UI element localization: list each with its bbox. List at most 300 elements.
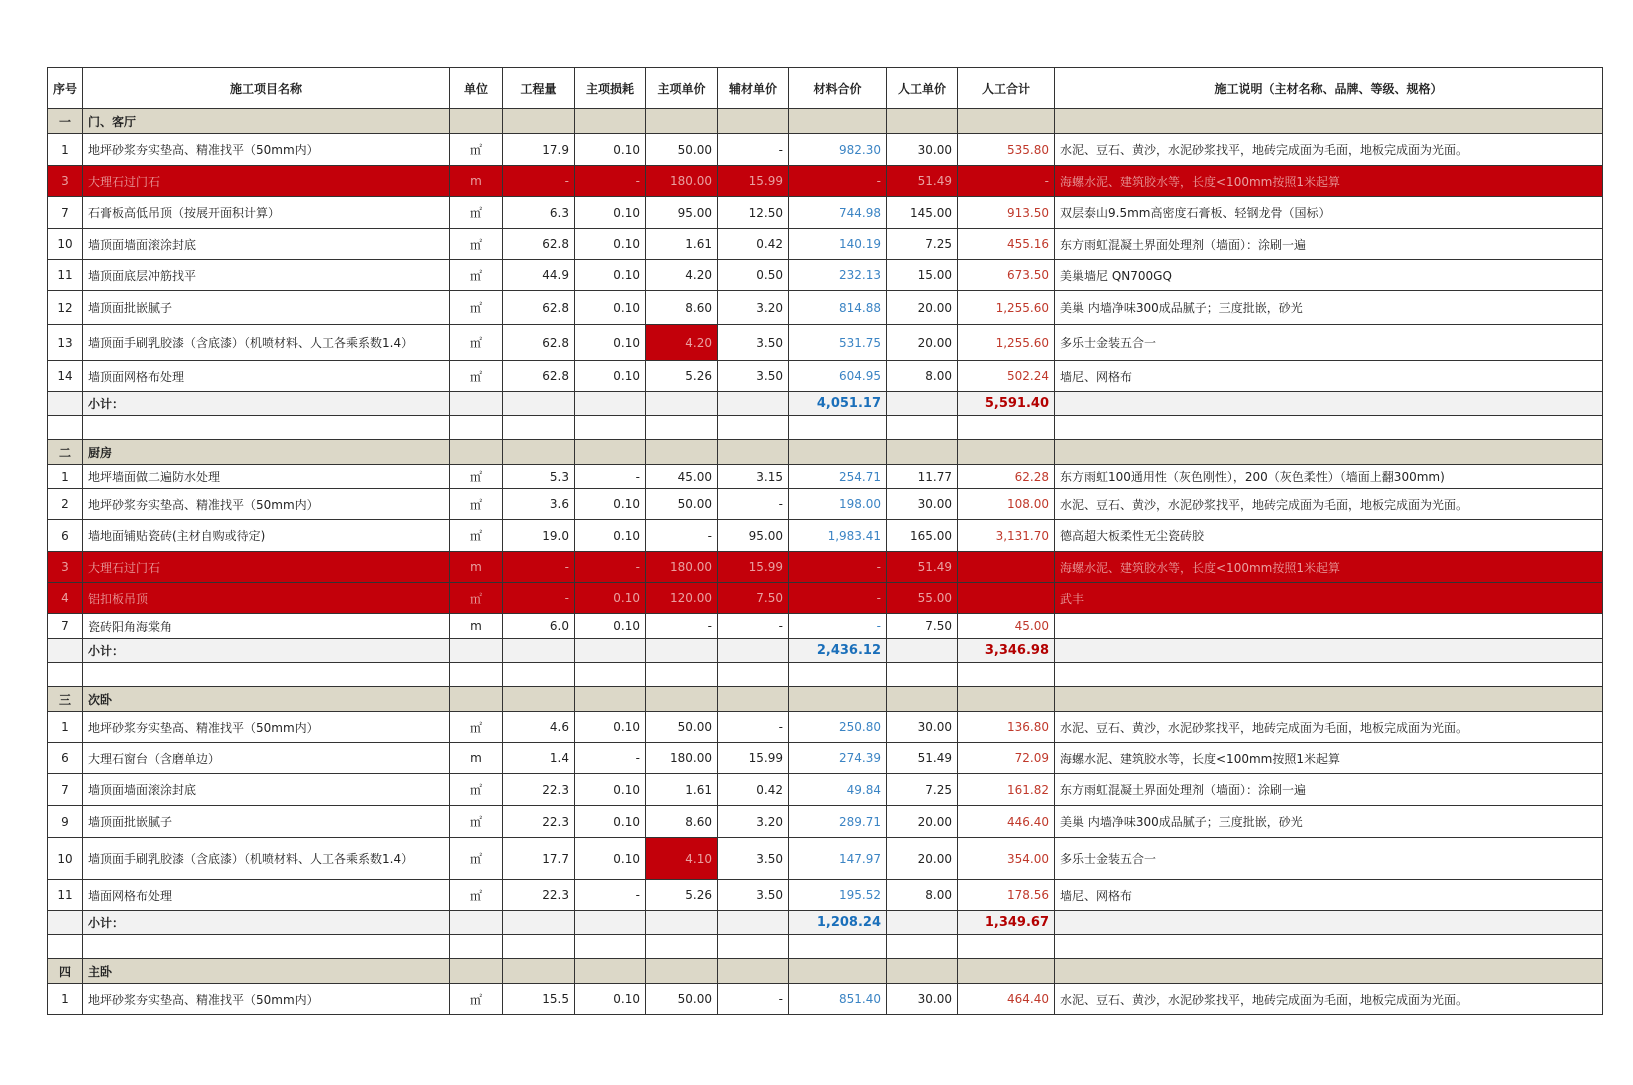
empty-cell — [503, 959, 575, 984]
row-index: 10 — [48, 229, 83, 260]
header-cell: 主项损耗 — [575, 68, 646, 109]
item-name: 墙顶面墙面滚涂封底 — [83, 229, 450, 260]
row-index: 13 — [48, 325, 83, 361]
item-name: 地坪砂浆夯实垫高、精准找平（50mm内） — [83, 134, 450, 166]
item-labor-price: 145.00 — [887, 197, 958, 229]
item-labor-price: 15.00 — [887, 260, 958, 291]
item-main-price: 4.20 — [646, 260, 718, 291]
item-name: 墙顶面手刷乳胶漆（含底漆）（机喷材料、人工各乘系数1.4） — [83, 838, 450, 880]
item-material-total: 232.13 — [789, 260, 887, 291]
row-index: 14 — [48, 361, 83, 392]
item-main-price: 4.20 — [646, 325, 718, 361]
item-labor-price: 55.00 — [887, 583, 958, 614]
empty-cell — [1055, 663, 1603, 687]
row-index: 6 — [48, 520, 83, 552]
item-material-total: 814.88 — [789, 291, 887, 325]
item-quantity: 15.5 — [503, 984, 575, 1015]
empty-cell — [887, 416, 958, 440]
item-name: 墙顶面网格布处理 — [83, 361, 450, 392]
empty-cell — [503, 416, 575, 440]
item-labor-total: 464.40 — [958, 984, 1055, 1015]
item-material-total: 147.97 — [789, 838, 887, 880]
item-description: 海螺水泥、建筑胶水等，长度<100mm按照1米起算 — [1055, 743, 1603, 774]
empty-cell — [48, 935, 83, 959]
empty-cell — [718, 687, 789, 712]
item-description — [1055, 614, 1603, 639]
empty-cell — [958, 687, 1055, 712]
item-name: 地坪砂浆夯实垫高、精准找平（50mm内） — [83, 712, 450, 743]
item-description: 墙尼、网格布 — [1055, 361, 1603, 392]
item-description: 美巢 内墙净味300成品腻子；三度批嵌，砂光 — [1055, 291, 1603, 325]
empty-cell — [503, 109, 575, 134]
row-index: 6 — [48, 743, 83, 774]
item-material-total: 744.98 — [789, 197, 887, 229]
item-material-total: - — [789, 166, 887, 197]
section-index: 一 — [48, 109, 83, 134]
item-aux-price: 0.42 — [718, 229, 789, 260]
table-row — [48, 984, 1603, 1015]
item-main-price: 50.00 — [646, 984, 718, 1015]
table-row — [48, 880, 1603, 911]
item-main-price: 1.61 — [646, 229, 718, 260]
item-labor-price: 30.00 — [887, 134, 958, 166]
item-labor-total: 178.56 — [958, 880, 1055, 911]
item-quantity: 4.6 — [503, 712, 575, 743]
table-row — [48, 489, 1603, 520]
empty-cell — [646, 109, 718, 134]
empty-cell — [1055, 440, 1603, 465]
empty-cell — [48, 416, 83, 440]
item-main-price: 1.61 — [646, 774, 718, 806]
item-labor-total: 62.28 — [958, 465, 1055, 489]
empty-cell — [789, 663, 887, 687]
empty-cell — [718, 935, 789, 959]
item-unit: ㎡ — [450, 984, 503, 1015]
item-unit: m — [450, 743, 503, 774]
item-unit: ㎡ — [450, 880, 503, 911]
item-loss: - — [575, 880, 646, 911]
empty-cell — [718, 440, 789, 465]
item-main-price: 180.00 — [646, 743, 718, 774]
item-material-total: 49.84 — [789, 774, 887, 806]
empty-cell — [503, 440, 575, 465]
item-name: 大理石窗台（含磨单边） — [83, 743, 450, 774]
item-loss: 0.10 — [575, 134, 646, 166]
item-unit: ㎡ — [450, 520, 503, 552]
spacer-row — [48, 663, 1603, 687]
item-quantity: 62.8 — [503, 325, 575, 361]
empty-cell — [450, 959, 503, 984]
item-labor-price: 8.00 — [887, 361, 958, 392]
item-loss: 0.10 — [575, 291, 646, 325]
table-row — [48, 325, 1603, 361]
item-quantity: 6.0 — [503, 614, 575, 639]
section-header-row — [48, 109, 1603, 134]
item-labor-price: 30.00 — [887, 489, 958, 520]
item-labor-price: 11.77 — [887, 465, 958, 489]
empty-cell — [450, 392, 503, 416]
row-index: 3 — [48, 552, 83, 583]
section-header-row — [48, 959, 1603, 984]
quotation-table — [47, 67, 1603, 1015]
item-material-total: 254.71 — [789, 465, 887, 489]
item-aux-price: 3.50 — [718, 361, 789, 392]
table-row — [48, 614, 1603, 639]
item-material-total: 274.39 — [789, 743, 887, 774]
item-description: 美巢 内墙净味300成品腻子；三度批嵌，砂光 — [1055, 806, 1603, 838]
item-aux-price: 0.50 — [718, 260, 789, 291]
header-cell: 材料合价 — [789, 68, 887, 109]
item-name: 大理石过门石 — [83, 552, 450, 583]
item-main-price: 95.00 — [646, 197, 718, 229]
empty-cell — [575, 935, 646, 959]
empty-cell — [575, 392, 646, 416]
empty-cell — [958, 959, 1055, 984]
item-aux-price: 0.42 — [718, 774, 789, 806]
item-unit: ㎡ — [450, 838, 503, 880]
row-index: 4 — [48, 583, 83, 614]
item-aux-price: 3.50 — [718, 325, 789, 361]
header-cell: 工程量 — [503, 68, 575, 109]
item-unit: ㎡ — [450, 806, 503, 838]
section-index: 二 — [48, 440, 83, 465]
item-name: 地坪砂浆夯实垫高、精准找平（50mm内） — [83, 489, 450, 520]
item-main-price: 180.00 — [646, 552, 718, 583]
item-labor-total — [958, 583, 1055, 614]
item-labor-price: 30.00 — [887, 984, 958, 1015]
subtotal-material: 2,436.12 — [789, 639, 887, 663]
item-labor-total: 45.00 — [958, 614, 1055, 639]
section-title: 次卧 — [83, 687, 450, 712]
empty-cell — [83, 663, 450, 687]
item-material-total: 531.75 — [789, 325, 887, 361]
item-main-price: 8.60 — [646, 291, 718, 325]
item-description: 海螺水泥、建筑胶水等，长度<100mm按照1米起算 — [1055, 166, 1603, 197]
item-labor-price: 51.49 — [887, 743, 958, 774]
header-row — [48, 68, 1603, 109]
row-index: 3 — [48, 166, 83, 197]
empty-cell — [789, 440, 887, 465]
row-index: 1 — [48, 465, 83, 489]
subtotal-labor: 3,346.98 — [958, 639, 1055, 663]
table-row — [48, 291, 1603, 325]
item-unit: m — [450, 166, 503, 197]
item-labor-total: 446.40 — [958, 806, 1055, 838]
item-labor-total: 913.50 — [958, 197, 1055, 229]
item-loss: 0.10 — [575, 489, 646, 520]
item-aux-price: - — [718, 614, 789, 639]
item-quantity: 22.3 — [503, 880, 575, 911]
empty-cell — [646, 687, 718, 712]
header-cell: 序号 — [48, 68, 83, 109]
empty-cell — [718, 392, 789, 416]
empty-cell — [646, 639, 718, 663]
table-row — [48, 520, 1603, 552]
item-labor-total: - — [958, 166, 1055, 197]
table-row — [48, 552, 1603, 583]
item-labor-total: 161.82 — [958, 774, 1055, 806]
table-row — [48, 838, 1603, 880]
item-material-total: 1,983.41 — [789, 520, 887, 552]
row-index: 1 — [48, 984, 83, 1015]
row-index: 10 — [48, 838, 83, 880]
item-quantity: 6.3 — [503, 197, 575, 229]
item-material-total: 195.52 — [789, 880, 887, 911]
empty-cell — [887, 687, 958, 712]
item-quantity: 17.7 — [503, 838, 575, 880]
item-quantity: 44.9 — [503, 260, 575, 291]
item-loss: 0.10 — [575, 260, 646, 291]
empty-cell — [450, 935, 503, 959]
item-labor-total: 455.16 — [958, 229, 1055, 260]
item-main-price: - — [646, 614, 718, 639]
section-header-row — [48, 687, 1603, 712]
item-main-price: 45.00 — [646, 465, 718, 489]
item-quantity: - — [503, 552, 575, 583]
table-row — [48, 260, 1603, 291]
section-index: 四 — [48, 959, 83, 984]
item-quantity: 22.3 — [503, 806, 575, 838]
empty-cell — [646, 392, 718, 416]
item-unit: ㎡ — [450, 465, 503, 489]
item-main-price: - — [646, 520, 718, 552]
item-quantity: 22.3 — [503, 774, 575, 806]
item-unit: ㎡ — [450, 134, 503, 166]
item-aux-price: 3.20 — [718, 806, 789, 838]
item-material-total: - — [789, 552, 887, 583]
item-material-total: 851.40 — [789, 984, 887, 1015]
item-aux-price: - — [718, 134, 789, 166]
subtotal-labor: 5,591.40 — [958, 392, 1055, 416]
empty-cell — [503, 935, 575, 959]
item-quantity: 3.6 — [503, 489, 575, 520]
item-description: 东方雨虹100通用性（灰色刚性），200（灰色柔性）（墙面上翻300mm) — [1055, 465, 1603, 489]
empty-cell — [450, 416, 503, 440]
item-labor-total: 72.09 — [958, 743, 1055, 774]
subtotal-label: 小计： — [83, 911, 450, 935]
table-row — [48, 166, 1603, 197]
item-unit: ㎡ — [450, 712, 503, 743]
empty-cell — [575, 109, 646, 134]
empty-cell — [718, 109, 789, 134]
empty-cell — [450, 440, 503, 465]
empty-cell — [575, 687, 646, 712]
item-aux-price: 15.99 — [718, 743, 789, 774]
item-main-price: 5.26 — [646, 880, 718, 911]
item-aux-price: 7.50 — [718, 583, 789, 614]
empty-cell — [575, 959, 646, 984]
empty-cell — [503, 639, 575, 663]
table-row — [48, 197, 1603, 229]
empty-cell — [887, 109, 958, 134]
item-loss: 0.10 — [575, 583, 646, 614]
item-main-price: 50.00 — [646, 489, 718, 520]
section-title: 主卧 — [83, 959, 450, 984]
item-labor-price: 165.00 — [887, 520, 958, 552]
item-aux-price: 15.99 — [718, 552, 789, 583]
item-unit: ㎡ — [450, 197, 503, 229]
item-quantity: 19.0 — [503, 520, 575, 552]
empty-cell — [503, 392, 575, 416]
item-main-price: 50.00 — [646, 134, 718, 166]
item-description: 东方雨虹混凝土界面处理剂（墙面）：涂刷一遍 — [1055, 229, 1603, 260]
empty-cell — [83, 416, 450, 440]
empty-cell — [887, 663, 958, 687]
spacer-row — [48, 416, 1603, 440]
empty-cell — [646, 935, 718, 959]
item-material-total: 982.30 — [789, 134, 887, 166]
table-row — [48, 712, 1603, 743]
item-description: 双层泰山9.5mm高密度石膏板、轻钢龙骨（国标） — [1055, 197, 1603, 229]
section-title: 厨房 — [83, 440, 450, 465]
table-row — [48, 583, 1603, 614]
empty-cell — [450, 911, 503, 935]
item-loss: 0.10 — [575, 325, 646, 361]
item-labor-total: 535.80 — [958, 134, 1055, 166]
item-name: 瓷砖阳角海棠角 — [83, 614, 450, 639]
item-description: 海螺水泥、建筑胶水等，长度<100mm按照1米起算 — [1055, 552, 1603, 583]
empty-cell — [575, 639, 646, 663]
item-loss: 0.10 — [575, 361, 646, 392]
item-description: 多乐士金装五合一 — [1055, 838, 1603, 880]
item-loss: 0.10 — [575, 806, 646, 838]
table-row — [48, 361, 1603, 392]
empty-cell — [48, 392, 83, 416]
item-labor-price: 20.00 — [887, 806, 958, 838]
item-description: 墙尼、网格布 — [1055, 880, 1603, 911]
empty-cell — [450, 663, 503, 687]
item-quantity: 17.9 — [503, 134, 575, 166]
header-cell: 施工说明（主材名称、品牌、等级、规格） — [1055, 68, 1603, 109]
empty-cell — [887, 440, 958, 465]
item-name: 墙顶面批嵌腻子 — [83, 291, 450, 325]
item-quantity: - — [503, 166, 575, 197]
empty-cell — [646, 959, 718, 984]
item-name: 大理石过门石 — [83, 166, 450, 197]
table-row — [48, 743, 1603, 774]
item-loss: - — [575, 552, 646, 583]
subtotal-row — [48, 392, 1603, 416]
item-main-price: 4.10 — [646, 838, 718, 880]
row-index: 7 — [48, 614, 83, 639]
spacer-row — [48, 935, 1603, 959]
item-name: 地坪砂浆夯实垫高、精准找平（50mm内） — [83, 984, 450, 1015]
item-name: 地坪墙面做二遍防水处理 — [83, 465, 450, 489]
row-index: 7 — [48, 197, 83, 229]
item-labor-price: 20.00 — [887, 838, 958, 880]
empty-cell — [958, 416, 1055, 440]
item-aux-price: 3.20 — [718, 291, 789, 325]
item-unit: ㎡ — [450, 583, 503, 614]
item-description: 水泥、豆石、黄沙，水泥砂浆找平，地砖完成面为毛面，地板完成面为光面。 — [1055, 984, 1603, 1015]
item-labor-price: 51.49 — [887, 166, 958, 197]
item-quantity: 5.3 — [503, 465, 575, 489]
subtotal-labor: 1,349.67 — [958, 911, 1055, 935]
item-loss: 0.10 — [575, 712, 646, 743]
empty-cell — [789, 935, 887, 959]
item-labor-total: 1,255.60 — [958, 325, 1055, 361]
item-unit: ㎡ — [450, 361, 503, 392]
empty-cell — [958, 935, 1055, 959]
empty-cell — [718, 911, 789, 935]
item-description: 多乐士金装五合一 — [1055, 325, 1603, 361]
item-labor-price: 20.00 — [887, 291, 958, 325]
item-labor-price: 7.25 — [887, 229, 958, 260]
item-labor-total — [958, 552, 1055, 583]
item-loss: 0.10 — [575, 229, 646, 260]
row-index: 1 — [48, 134, 83, 166]
empty-cell — [718, 959, 789, 984]
empty-cell — [789, 109, 887, 134]
item-main-price: 180.00 — [646, 166, 718, 197]
item-main-price: 8.60 — [646, 806, 718, 838]
table-row — [48, 229, 1603, 260]
item-description: 水泥、豆石、黄沙，水泥砂浆找平，地砖完成面为毛面，地板完成面为光面。 — [1055, 489, 1603, 520]
item-labor-total: 108.00 — [958, 489, 1055, 520]
item-loss: 0.10 — [575, 520, 646, 552]
row-index: 1 — [48, 712, 83, 743]
header-cell: 施工项目名称 — [83, 68, 450, 109]
empty-cell — [718, 416, 789, 440]
item-labor-price: 8.00 — [887, 880, 958, 911]
empty-cell — [48, 911, 83, 935]
row-index: 11 — [48, 260, 83, 291]
item-loss: 0.10 — [575, 838, 646, 880]
table-row — [48, 806, 1603, 838]
item-description: 德高超大板柔性无尘瓷砖胶 — [1055, 520, 1603, 552]
subtotal-label: 小计： — [83, 392, 450, 416]
empty-cell — [958, 440, 1055, 465]
item-labor-total: 1,255.60 — [958, 291, 1055, 325]
item-unit: m — [450, 552, 503, 583]
table-row — [48, 774, 1603, 806]
empty-cell — [789, 416, 887, 440]
empty-cell — [1055, 639, 1603, 663]
empty-cell — [718, 663, 789, 687]
empty-cell — [1055, 392, 1603, 416]
item-quantity: 62.8 — [503, 291, 575, 325]
empty-cell — [887, 935, 958, 959]
item-aux-price: 3.15 — [718, 465, 789, 489]
row-index: 11 — [48, 880, 83, 911]
empty-cell — [646, 911, 718, 935]
empty-cell — [887, 911, 958, 935]
item-aux-price: - — [718, 984, 789, 1015]
empty-cell — [646, 440, 718, 465]
empty-cell — [450, 109, 503, 134]
empty-cell — [646, 416, 718, 440]
item-material-total: 604.95 — [789, 361, 887, 392]
item-material-total: - — [789, 583, 887, 614]
subtotal-row — [48, 911, 1603, 935]
item-loss: 0.10 — [575, 984, 646, 1015]
item-material-total: 198.00 — [789, 489, 887, 520]
item-loss: 0.10 — [575, 774, 646, 806]
item-labor-total: 502.24 — [958, 361, 1055, 392]
empty-cell — [1055, 959, 1603, 984]
empty-cell — [646, 663, 718, 687]
empty-cell — [1055, 687, 1603, 712]
item-quantity: 1.4 — [503, 743, 575, 774]
item-labor-price: 7.50 — [887, 614, 958, 639]
row-index: 12 — [48, 291, 83, 325]
item-unit: ㎡ — [450, 291, 503, 325]
item-main-price: 50.00 — [646, 712, 718, 743]
item-aux-price: 3.50 — [718, 880, 789, 911]
item-description: 水泥、豆石、黄沙，水泥砂浆找平，地砖完成面为毛面，地板完成面为光面。 — [1055, 712, 1603, 743]
item-material-total: 289.71 — [789, 806, 887, 838]
item-name: 石膏板高低吊顶（按展开面积计算） — [83, 197, 450, 229]
